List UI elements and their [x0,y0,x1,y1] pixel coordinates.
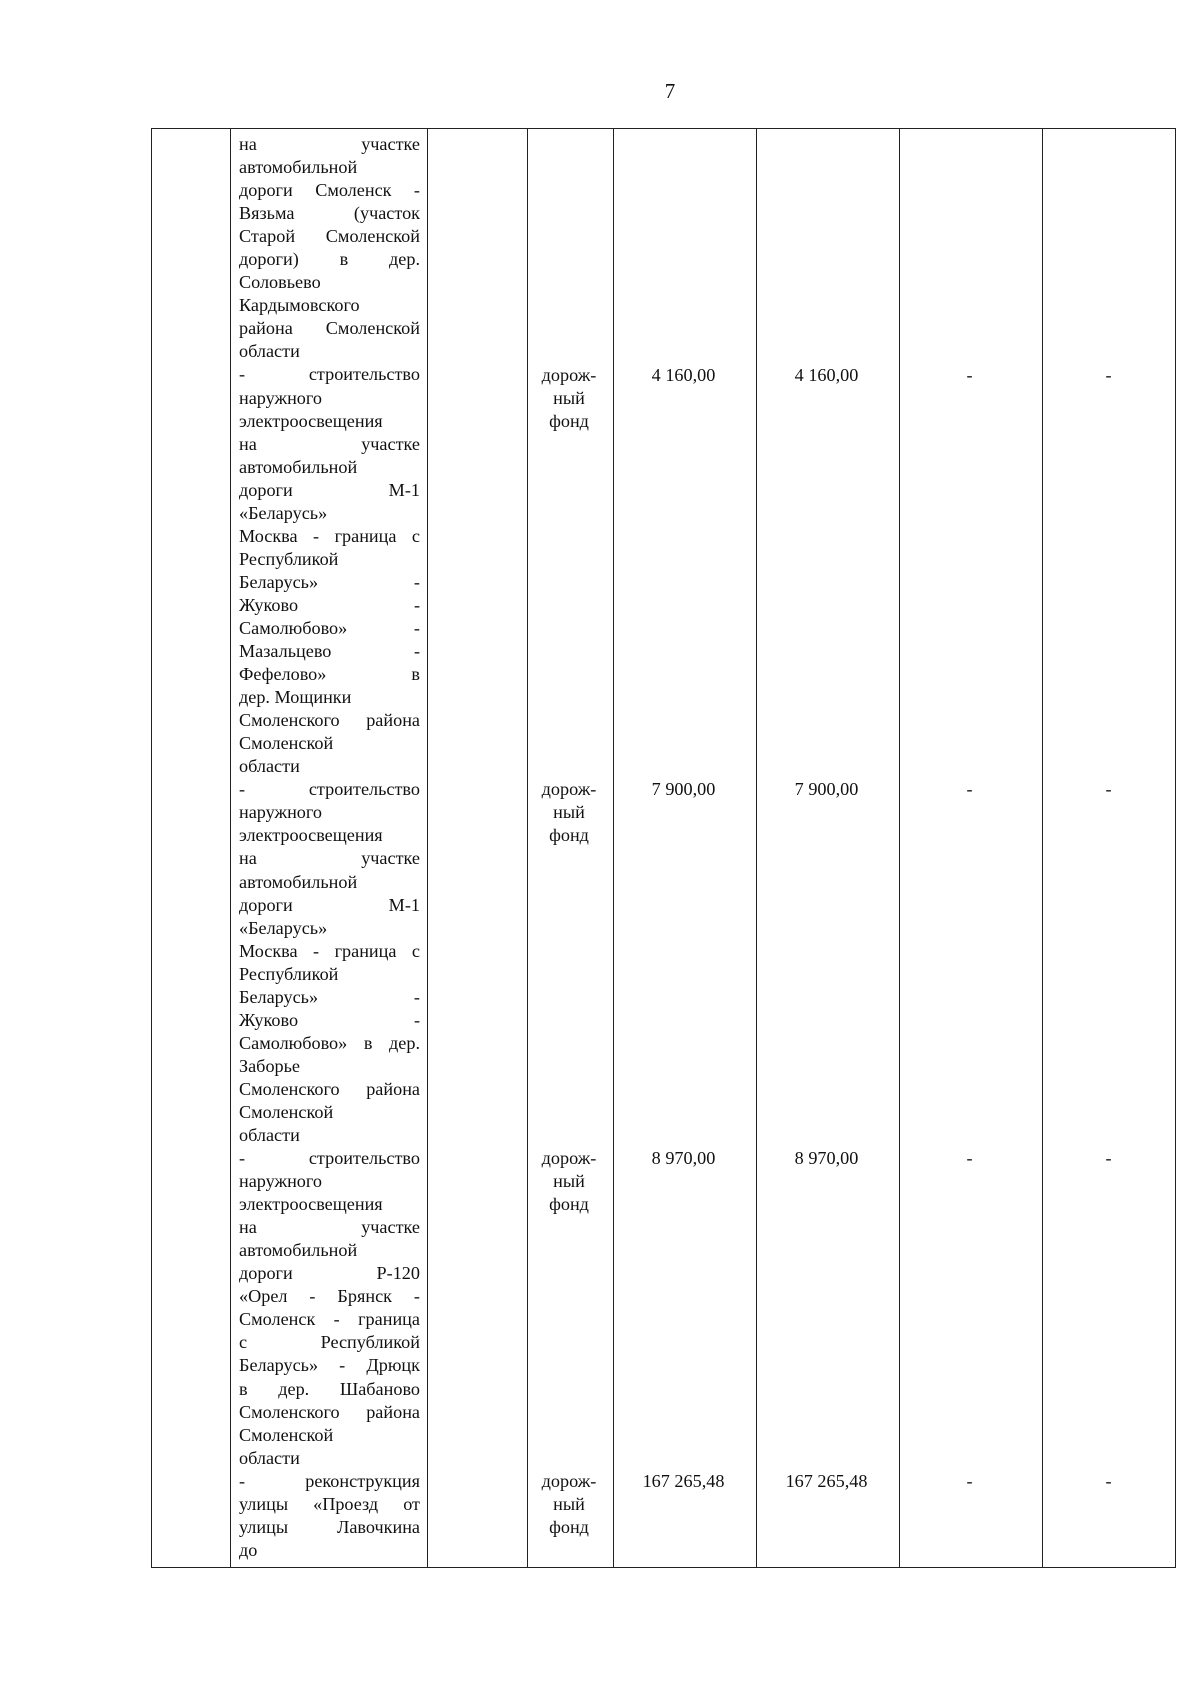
object-name-line: дороги Смоленск - [239,180,420,201]
object-name-line: электроосвещения [239,1194,383,1215]
empty-value-cell: - [966,364,973,385]
object-name-line: Старой Смоленской [239,226,420,247]
object-name-line: района Смоленской [239,318,420,339]
funding-source-text: дорож- [541,1148,597,1169]
object-name-line: «Орел - Брянск - [239,1286,420,1307]
object-name-line: Фефелово» в [239,664,420,685]
object-name-line: Смоленского района [239,1078,420,1099]
object-name-line: области [239,341,300,362]
funding-source-text: ный [553,1493,585,1514]
object-name-line: в дер. Шабаново [239,1378,420,1399]
object-name-line: - строительство [239,779,420,800]
object-name-line: Смоленской [239,1424,334,1445]
object-name-line: наружного [239,802,323,823]
funding-source-text: дорож- [541,1470,597,1491]
object-name-line: автомобильной [239,456,358,477]
funding-source-text: фонд [549,1516,589,1537]
object-name-line: области [239,1447,300,1468]
object-name-line: Вязьма (участок [239,203,420,224]
funding-source-text: фонд [549,825,589,846]
empty-value-cell: - [966,1148,973,1169]
object-name-line: Заборье [239,1055,300,1076]
column-divider [427,129,428,1567]
column-divider [756,129,757,1567]
object-name-line: Смоленской [239,1101,334,1122]
object-name-line: Соловьево [239,272,321,293]
column-divider [899,129,900,1567]
object-name-line: автомобильной [239,1240,358,1261]
object-name-line: на участке [239,134,420,154]
object-name-line: - реконструкция [239,1470,420,1491]
object-name-line: Смоленск - граница [239,1309,420,1330]
empty-value-cell: - [966,779,973,800]
object-name-line: Москва - граница с [239,525,420,546]
object-name-line: Мазальцево - [239,641,420,662]
object-name-line: Кардымовского [239,295,360,316]
amount-total-cell: 7 900,00 [651,779,716,800]
funding-source-cell [526,1470,612,1539]
object-name-line: Республикой [239,963,339,984]
object-name-line: дороги Р-120 [239,1263,420,1284]
amount-total-cell: 4 160,00 [651,364,716,385]
object-name-line: на участке [239,1217,420,1238]
empty-value-cell: - [1105,1470,1112,1491]
funding-source-text: ный [553,1171,585,1192]
object-name-line: Москва - граница с [239,940,420,961]
object-name-line: «Беларусь» [239,917,328,938]
object-name-line: автомобильной [239,871,358,892]
funding-source-text: дорож- [541,364,597,385]
object-name-line: улицы «Проезд от [239,1493,420,1514]
object-name-line: дер. Мощинки [239,687,352,708]
object-name-line: на участке [239,433,420,454]
amount-year-cell: 4 160,00 [794,364,859,385]
object-name-line: улицы Лавочкина [239,1516,420,1537]
funding-source-cell [526,778,612,847]
column-divider [1042,129,1043,1567]
amount-year-cell: 7 900,00 [794,779,859,800]
column-divider [527,129,528,1567]
object-name-line: Смоленского района [239,710,420,731]
object-name-line: наружного [239,387,323,408]
amount-total-cell: 8 970,00 [651,1148,716,1169]
object-name-line: Беларусь» - [239,986,420,1007]
page-number: 7 [664,79,676,103]
empty-value-cell: - [966,1470,973,1491]
object-name-line: дороги) в дер. [239,249,420,270]
amount-total-cell: 167 265,48 [642,1470,725,1491]
object-name-line: «Беларусь» [239,502,328,523]
object-name-line: автомобильной [239,157,358,178]
object-name-line: области [239,756,300,777]
empty-value-cell: - [1105,364,1112,385]
funding-source-text: фонд [549,1194,589,1215]
amount-year-cell: 8 970,00 [794,1148,859,1169]
object-name-line: - строительство [239,1148,420,1169]
funding-source-text: ный [553,387,585,408]
object-name-line: электроосвещения [239,825,383,846]
column-divider [230,129,231,1567]
object-name-line: - строительство [239,364,420,385]
object-name-line: Смоленского района [239,1401,420,1422]
object-name-line: Смоленской [239,733,334,754]
object-name-line: Беларусь» - [239,571,420,592]
funding-source-cell [526,364,612,433]
funding-source-text: ный [553,802,585,823]
funding-source-cell [526,1147,612,1216]
amount-year-cell: 167 265,48 [785,1470,868,1491]
object-name-line: Жуково - [239,1009,420,1030]
object-name-line: на участке [239,848,420,869]
column-divider [613,129,614,1567]
funding-source-text: фонд [549,410,589,431]
object-name-line: Республикой [239,548,339,569]
empty-value-cell: - [1105,1148,1112,1169]
object-name-line: электроосвещения [239,410,383,431]
object-name-line: дороги М-1 [239,479,420,500]
object-name-line: Самолюбово» - [239,617,420,638]
object-name-line: Беларусь» - Дрюцк [239,1355,420,1376]
object-name-line: до [239,1539,258,1560]
object-name-column [239,133,420,1562]
object-name-line: дороги М-1 [239,894,420,915]
object-name-line: Самолюбово» в дер. [239,1032,420,1053]
object-name-line: наружного [239,1171,323,1192]
funding-source-text: дорож- [541,779,597,800]
object-name-line: области [239,1125,300,1146]
object-name-line: с Республикой [239,1332,420,1353]
empty-value-cell: - [1105,779,1112,800]
object-name-line: Жуково - [239,594,420,615]
